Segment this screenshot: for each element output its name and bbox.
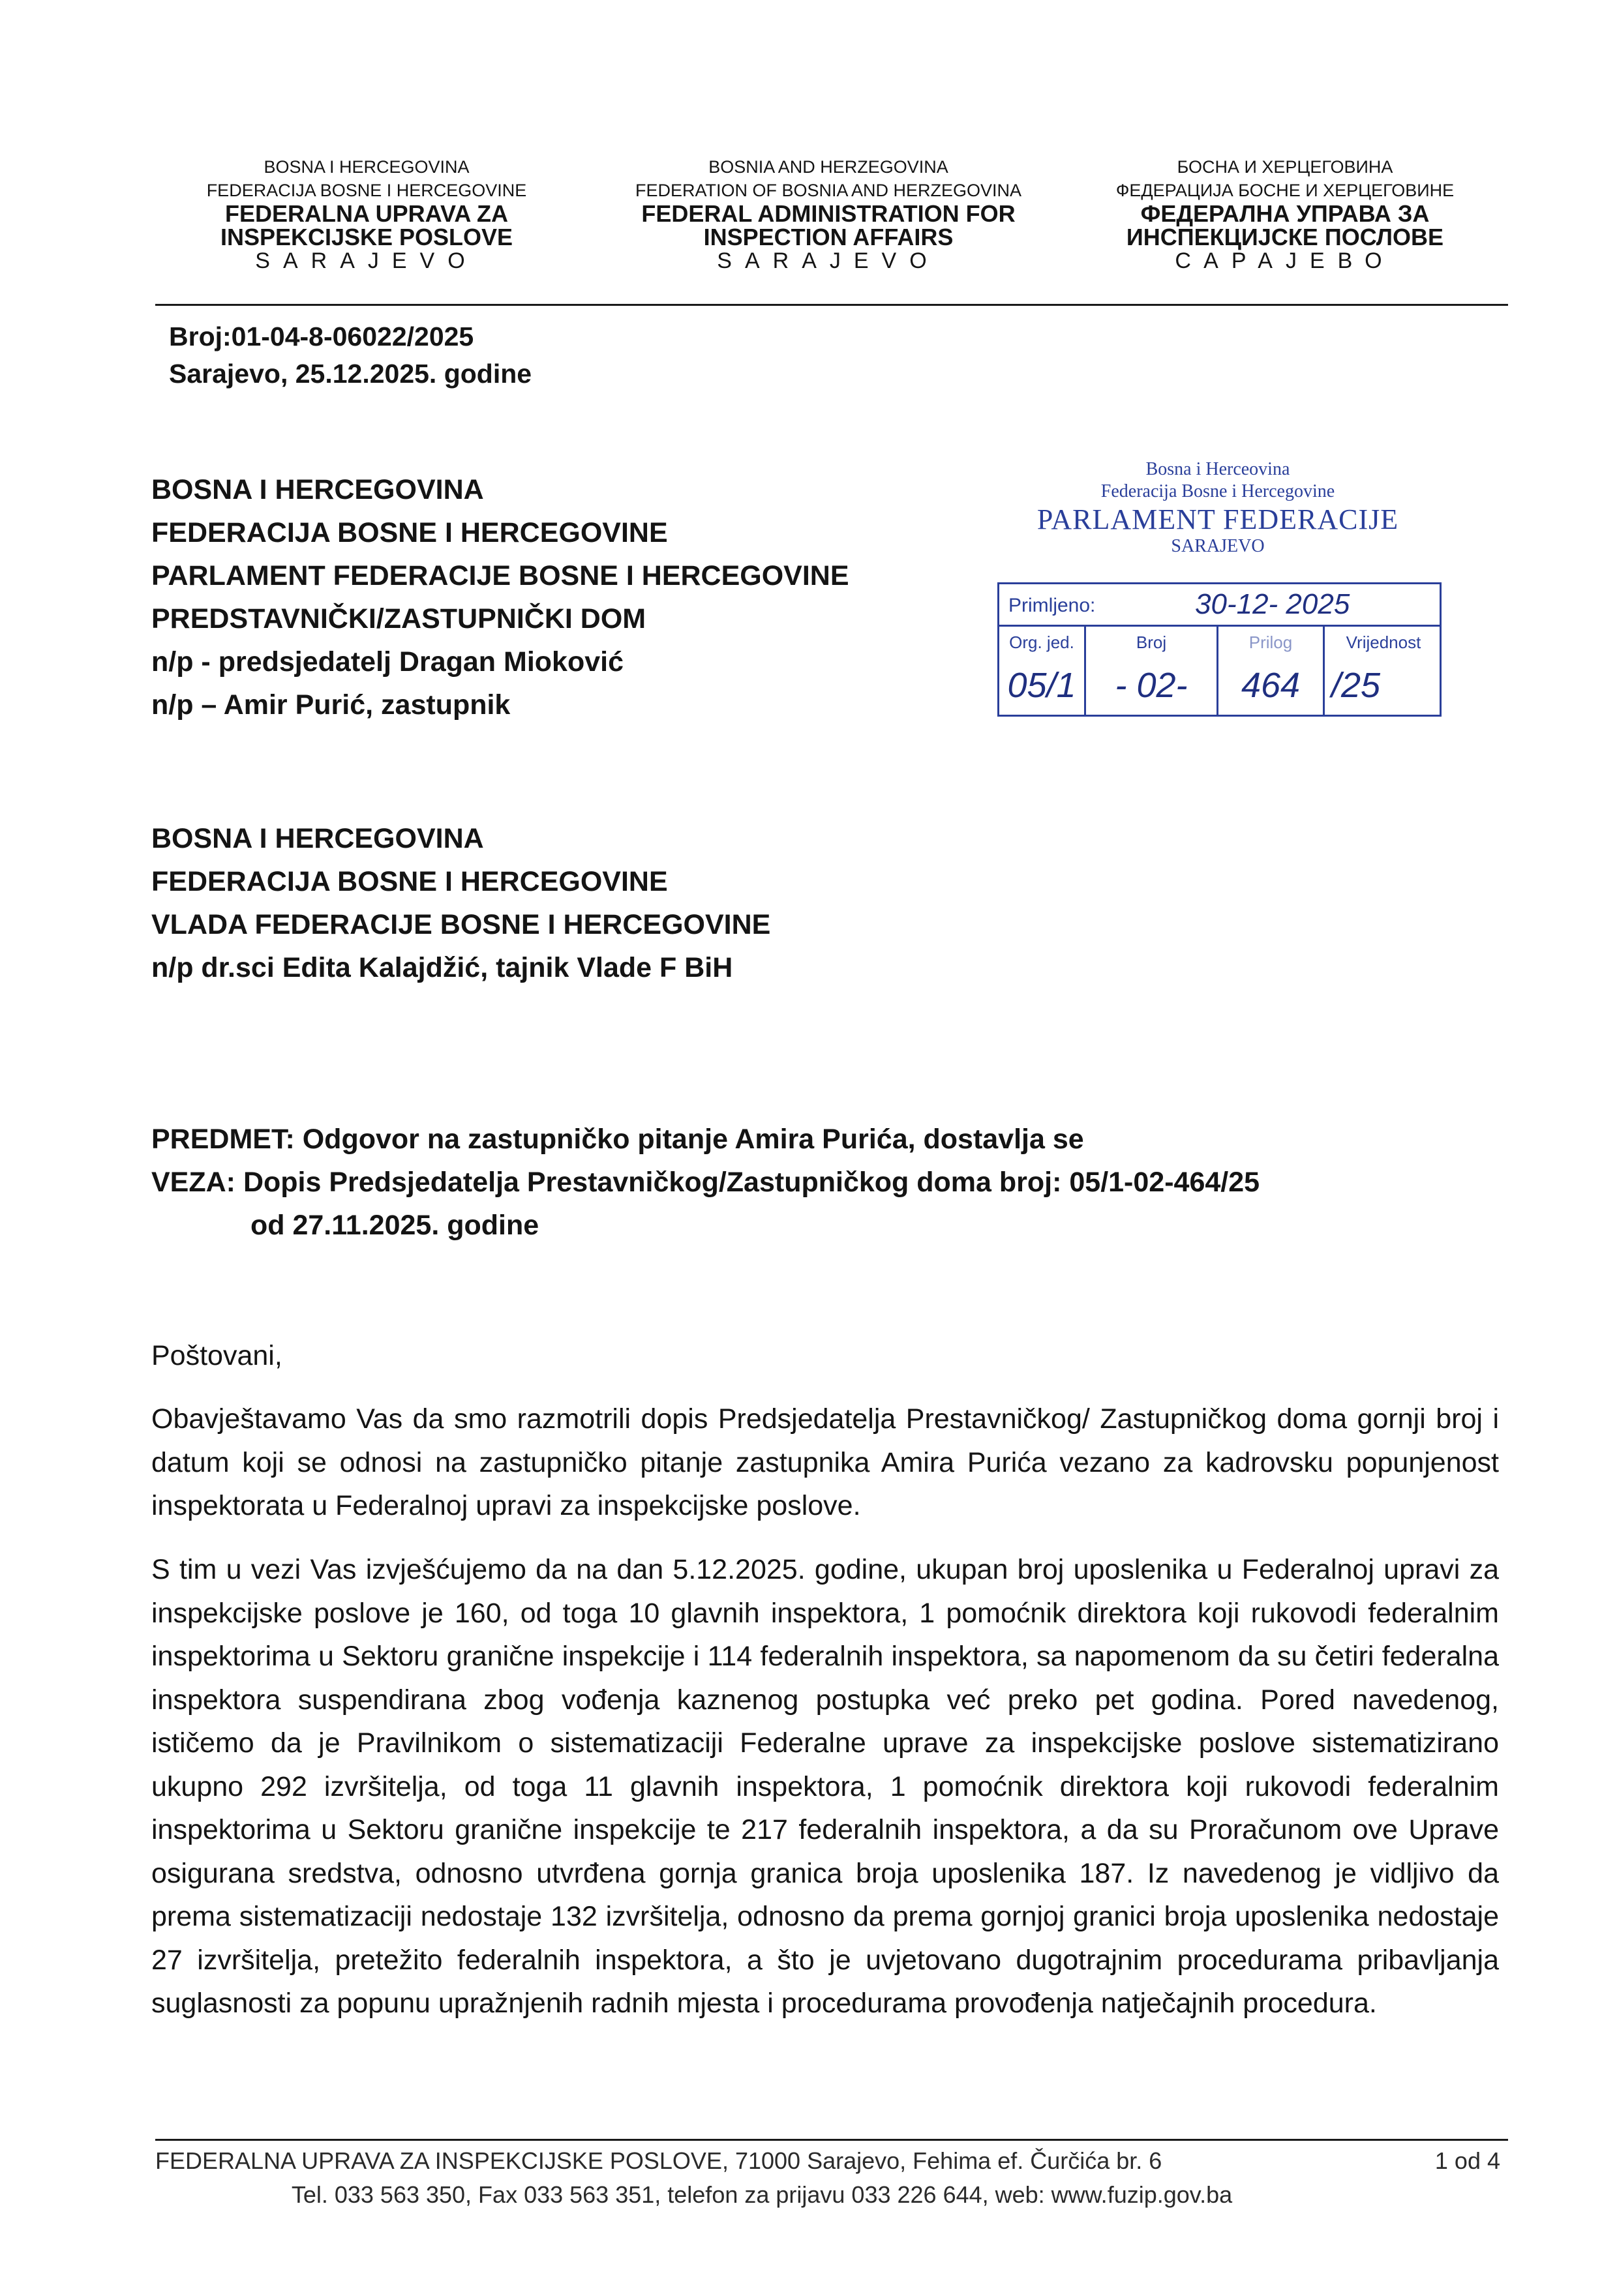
subject-block	[151, 1118, 1260, 1247]
header-center-english	[594, 155, 1063, 273]
footer-address: FEDERALNA UPRAVA ZA INSPEKCIJSKE POSLOVE, 71000 Sarajevo, Fehima ef. Čurčića br. 6	[155, 2147, 1162, 2174]
header-divider	[155, 304, 1508, 306]
stamp-val-prilog: 464	[1241, 666, 1301, 705]
stamp-value-row	[999, 657, 1440, 716]
salutation: Poštovani,	[151, 1340, 282, 1371]
stamp-col-org: Org. jed.	[1009, 633, 1074, 652]
header-left-line2: FEDERACIJA BOSNE I HERCEGOVINE	[206, 181, 527, 200]
reference-block	[169, 318, 532, 393]
stamp-val-broj: - 02-	[1115, 666, 1188, 705]
stamp-received-date: 30-12- 2025	[1195, 588, 1350, 620]
stamp-col-broj: Broj	[1136, 633, 1167, 652]
header-right-line4: ИНСПЕКЦИЈСКЕ ПОСЛОВЕ	[1126, 224, 1444, 250]
header-right-line2: ФЕДЕРАЦИЈА БОСНЕ И ХЕРЦЕГОВИНЕ	[1115, 181, 1455, 200]
addressee1-line6: n/p – Amir Purić, zastupnik	[151, 689, 511, 721]
addressee1-line5: n/p - predsjedatelj Dragan Mioković	[151, 646, 624, 678]
addressee2-line3: VLADA FEDERACIJE BOSNE I HERCEGOVINE	[151, 909, 771, 940]
header-center-line1: BOSNIA AND HERZEGOVINA	[708, 157, 948, 177]
header-right-line1: БОСНА И ХЕРЦЕГОВИНА	[1177, 157, 1393, 177]
stamp-header-row	[999, 625, 1440, 657]
reference-number: Broj:01-04-8-06022/2025	[169, 321, 474, 351]
stamp-received-row	[999, 584, 1440, 627]
stamp-divider-1	[1084, 625, 1086, 716]
header-left-line3: FEDERALNA UPRAVA ZA	[225, 200, 508, 227]
header-right-city: САРАЈЕВО	[1175, 248, 1395, 273]
addressee1-line2: FEDERACIJA BOSNE I HERCEGOVINE	[151, 517, 668, 548]
header-right-cyrillic	[1076, 155, 1494, 273]
stamp-line1: Bosna i Herceovina	[1145, 459, 1290, 479]
subject-predmet: PREDMET: Odgovor na zastupničko pitanje Amira Purića, dostavlja se	[151, 1124, 1084, 1155]
reference-date: Sarajevo, 25.12.2025. godine	[169, 359, 532, 389]
header-center-city: SARAJEVO	[717, 248, 940, 273]
stamp-divider-2	[1217, 625, 1218, 716]
footer-contacts: Tel. 033 563 350, Fax 033 563 351, telefon za prijavu 033 226 644, web: www.fuzip.gov.ba	[291, 2181, 1233, 2208]
stamp-line3: PARLAMENT FEDERACIJE	[1036, 503, 1399, 535]
stamp-val-vrijednost: /25	[1331, 666, 1381, 705]
subject-veza: VEZA: Dopis Predsjedatelja Prestavničkog/Zastupničkog doma broj: 05/1-02-464/25	[151, 1167, 1260, 1198]
addressee-parliament	[151, 468, 849, 726]
addressee2-line4: n/p dr.sci Edita Kalajdžić, tajnik Vlade F BiH	[151, 952, 733, 983]
addressee2-line2: FEDERACIJA BOSNE I HERCEGOVINE	[151, 866, 668, 897]
subject-veza-continuation: od 27.11.2025. godine	[250, 1210, 539, 1241]
header-right-line3: ФЕДЕРАЛНА УПРАВА ЗА	[1140, 200, 1430, 227]
stamp-col-prilog: Prilog	[1248, 633, 1293, 652]
stamp-col-vrijednost: Vrijednost	[1346, 633, 1421, 652]
stamp-line4: SARAJEVO	[1171, 536, 1265, 556]
stamp-table	[997, 582, 1442, 717]
body-paragraph-1: Obavještavamo Vas da smo razmotrili dopis Predsjedatelja Prestavničkog/ Zastupničkog doma gornji broj i datum koji se odnosi na zastupničko pitanje zastupnika Amira Purića vezano za kadrovsku popunjenost inspektorata u Federalnoj upravi za inspekcijske poslove.	[151, 1403, 1499, 1521]
addressee2-line1: BOSNA I HERCEGOVINA	[151, 823, 484, 854]
header-center-line2: FEDERATION OF BOSNIA AND HERZEGOVINA	[635, 181, 1022, 200]
stamp-val-org: 05/1	[1007, 666, 1076, 705]
addressee1-line4: PREDSTAVNIČKI/ZASTUPNIČKI DOM	[151, 603, 646, 634]
header-left-city: SARAJEVO	[255, 248, 478, 273]
body-paragraph-2: S tim u vezi Vas izvješćujemo da na dan 5.12.2025. godine, ukupan broj uposlenika u Federalnoj upravi za inspekcijske poslove je 160, od toga 10 glavnih inspektora, 1 pomoćnik direktora koji rukovodi federalnim inspektorima u Sektoru granične inspekcije i 114 federalnih inspektora, sa napomenom da su četiri federalna inspektora suspendirana zbog vođenja kaznenog postupka već preko pet godina. Pored navedenog, ističemo da je Pravilnikom o sistematizaciji Federalne uprave za inspekcijske poslove sistematizirano ukupno 292 izvršitelja, od toga 11 glavnih inspektora, 1 pomoćnik direktora koji rukovodi federalnim inspektorima u Sektoru granične inspekcije te 217 federalnih inspektora, a da su Proračunom ove Uprave osigurana sredstva, odnosno utvrđena gornja granica broja uposlenika 187. Iz navedenog je vidljivo da prema sistematizaciji nedostaje 132 izvršitelja, odnosno da prema gornjoj granici broja uposlenika nedostaje 27 izvršitelja, pretežito federalnih inspektora, a što je uvjetovano dugotrajnim procedurama pribavljanja suglasnosti za popunu upražnjenih radnih mjesta i procedurama provođenja natječajnih procedura.	[151, 1554, 1499, 2019]
header-left-bosnian	[171, 155, 562, 273]
header-left-line1: BOSNA I HERCEGOVINA	[264, 157, 470, 177]
stamp-line2: Federacija Bosne i Hercegovine	[1100, 481, 1335, 501]
stamp-received-label: Primljeno:	[1008, 595, 1096, 616]
addressee-government	[151, 817, 770, 989]
addressee1-line3: PARLAMENT FEDERACIJE BOSNE I HERCEGOVINE	[151, 560, 849, 591]
addressee1-line1: BOSNA I HERCEGOVINA	[151, 474, 484, 505]
parliament-receipt-stamp	[986, 458, 1449, 705]
footer-divider	[155, 2139, 1508, 2141]
footer-address-row	[155, 2144, 1508, 2178]
header-center-line3: FEDERAL ADMINISTRATION FOR	[641, 200, 1016, 227]
stamp-divider-3	[1323, 625, 1325, 716]
header-center-line4: INSPECTION AFFAIRS	[703, 224, 954, 250]
header-left-line4: INSPEKCIJSKE POSLOVE	[220, 224, 513, 250]
page-number: 1 od 4	[1434, 2147, 1500, 2174]
